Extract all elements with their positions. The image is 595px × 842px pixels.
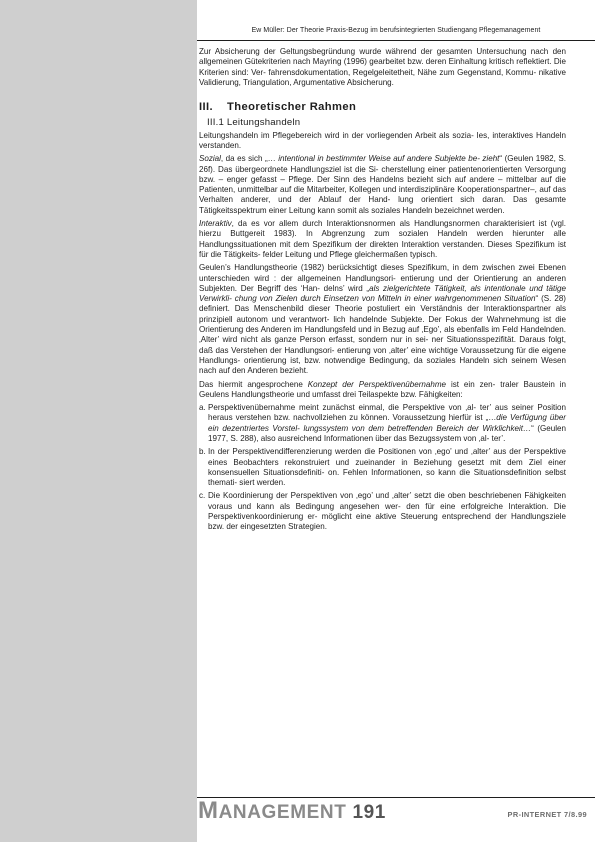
header-rule xyxy=(197,40,595,41)
section-heading: III.1 Leitungshandeln xyxy=(207,117,301,129)
list-item-text: Die Koordinierung der Perspektiven von ‚ego’ und ‚alter’ setzt die oben beschriebenen Fähigkeiten voraus und kann als Bedingung angesehen wer- den für eine erfolgreiche Interaktion. Die Perspektivenkoordinierung er- möglicht eine aktive Steuerung entsprechend der Handlungsziele bzw. der eingesetzten Strategien. xyxy=(208,491,566,532)
list-marker: a. xyxy=(199,403,206,413)
list-item xyxy=(199,447,566,488)
paragraph-4-text-a: Geulen’s Handlungstheorie (1982) berücksichtigt dieses Spezifikum, in dem zwischen zwei Ebenen unterschieden wird : der allgemeinen Handlungsori- entierung und der Orientierung an anderen Subjekten. Der Begriff des ‘Han- delns’ wird „ xyxy=(199,263,566,293)
page-number: 191 xyxy=(352,802,386,823)
term-interaktiv: Interaktiv xyxy=(199,219,232,229)
list-item-text: In der Perspektivendifferenzierung werden die Positionen von ‚ego’ und ‚alter’ aus der Perspektive eines Beobachters rekonstruiert und zueinander in Beziehung gesetzt mit dem Ziel einer konsensuellen Situationsdefiniti- on. Fehlen Informationen, so kann die Situationsdefinition selbst themati- siert werden. xyxy=(208,447,566,488)
list-item-text-b: “ (Geulen 1977, S. 288), also ausreichend Informationen über das Bezugssystem von ‚al- ter’. xyxy=(208,423,566,443)
term-perspektivenuebernahme: Konzept der Perspektivenübernahme xyxy=(307,379,447,389)
paragraph-2-text-b: “ (Geulen 1982, S. 26f). Das übergeordnete Handlungsziel ist die Si- cherstellung einer patientenorientierten Versorgung bzw. – enger gefasst – Pflege. Der Sinn des Handelns bezieht sich auf andere – mittelbar auf die Patienten, unmittelbar auf die Mitarbeiter, Kollegen und interdisziplinäre Kooperationspartner–, auf das Verhalten anderer, und der Ablauf der Hand- lung orientiert sich daran. Das gesamte Tätigkeitsspektrum einer Leitung kann somit als soziales Handeln bezeichnet werden. xyxy=(199,154,566,215)
paragraph-1: Leitungshandeln im Pflegebereich wird in der vorliegenden Arbeit als sozia- les, interaktives Handeln verstanden. xyxy=(199,130,566,150)
paragraph-2-text-a: , da es sich „… xyxy=(220,154,276,164)
chapter-number: III. xyxy=(199,101,214,114)
chapter-heading xyxy=(199,101,566,114)
paragraph-2 xyxy=(199,154,566,216)
paragraph-5-text-b: ist ein zen- traler Baustein in Geulens Handlungstheorie und umfasst drei Teilaspekte bzw. Fähigkeiten: xyxy=(199,379,566,399)
page-content xyxy=(199,47,566,536)
paragraph-4-text-b: “ (S. 28) definiert. Das Menschenbild dieser Theorie postuliert ein Verständnis der Interaktionspartner als prinzipiell autonom und verantwort- lich handelnde Subjekte. Der Fokus der Wahrnehmung ist die Orientierung des Anderen im Handlungsfeld und in Bezug auf ‚Ego’, als ebenfalls im Feld Handelnden. ‚Alter’ wird nicht als ganze Person erfasst, sondern nur in sei- ner Situationsspezifität. Daraus folgt, daß das Verstehen der Handlungsori- entierung von ‚alter’ eine wichtige Voraussetzung für die eigene Handlungs- orientierung ist, bzw. notwendige Bedingung, da soziales Handeln sich seinem Wesen nach auf den Anderen bezieht. xyxy=(199,294,566,376)
term-sozial: Sozial xyxy=(199,154,221,164)
paragraph-5-text-a: Das hiermit angesprochene xyxy=(199,379,308,389)
list-item xyxy=(199,403,566,444)
paragraph-3 xyxy=(199,219,566,260)
brand-initial: M xyxy=(198,797,219,824)
list-marker: c. xyxy=(199,491,206,501)
list-item-quote: die Verfügung über ein dezentriertes Vorstel- lungssystem von dem betreffenden Bereich der Wirklichkeit… xyxy=(208,413,566,433)
paragraph-4 xyxy=(199,263,566,376)
footer-brand xyxy=(198,797,386,824)
quote-geulen-1982: intentional in bestimmter Weise auf andere Subjekte be- zieht xyxy=(275,154,500,164)
left-margin-strip xyxy=(0,0,197,842)
quote-handeln-definition: als zielgerichtete Tätigkeit, als intentionale und tätige Verwirkli- chung von Zielen durch Einsetzen von Mitteln in einer wahrgenommenen Situation xyxy=(199,283,566,304)
brand-name: ANAGEMENT xyxy=(218,802,347,823)
footer-rule xyxy=(197,797,595,798)
paragraph-3-text: , da es vor allem durch Interaktionsnormen als Handlungsnormen charakterisiert ist (vgl. hierzu Buttgereit 1983). In Abgrenzung zum sozialen Handeln werden hierunter alle Handlungssituationen mit dem Spezifikum der direkten Interaktion verstanden. Dieses Spezifikum ist für die Tätigkeits- felder Leitung und Pflege gleichermaßen typisch. xyxy=(199,219,566,259)
capabilities-list xyxy=(199,403,566,533)
list-item xyxy=(199,491,566,532)
running-header: Ew Müller: Der Theorie Praxis-Bezug im berufsintegrierten Studiengang Pflegemanagement xyxy=(251,27,541,34)
chapter-title: Theoretischer Rahmen xyxy=(227,101,357,114)
intro-paragraph: Zur Absicherung der Geltungsbegründung wurde während der gesamten Untersuchung nach den allgemeinen Gütekriterien nach Mayring (1996) gearbeitet bzw. deren Einhaltung kritisch reflektiert. Die Kriterien sind: Ver- fahrensdokumentation, Regelgeleitetheit, Nähe zum Gegenstand, Kommu- nikative Validierung, Triangulation, Argumentative Absicherung. xyxy=(199,47,566,87)
list-marker: b. xyxy=(199,447,206,457)
journal-issue: PR-INTERNET 7/8.99 xyxy=(507,810,587,819)
paragraph-5 xyxy=(199,380,566,401)
list-item-text: Perspektivenübernahme meint zunächst einmal, die Perspektive von ‚al- ter’ aus seiner Position heraus verstehen bzw. nachvollziehen zu können. Voraussetzung hierfür ist „… xyxy=(208,403,566,423)
